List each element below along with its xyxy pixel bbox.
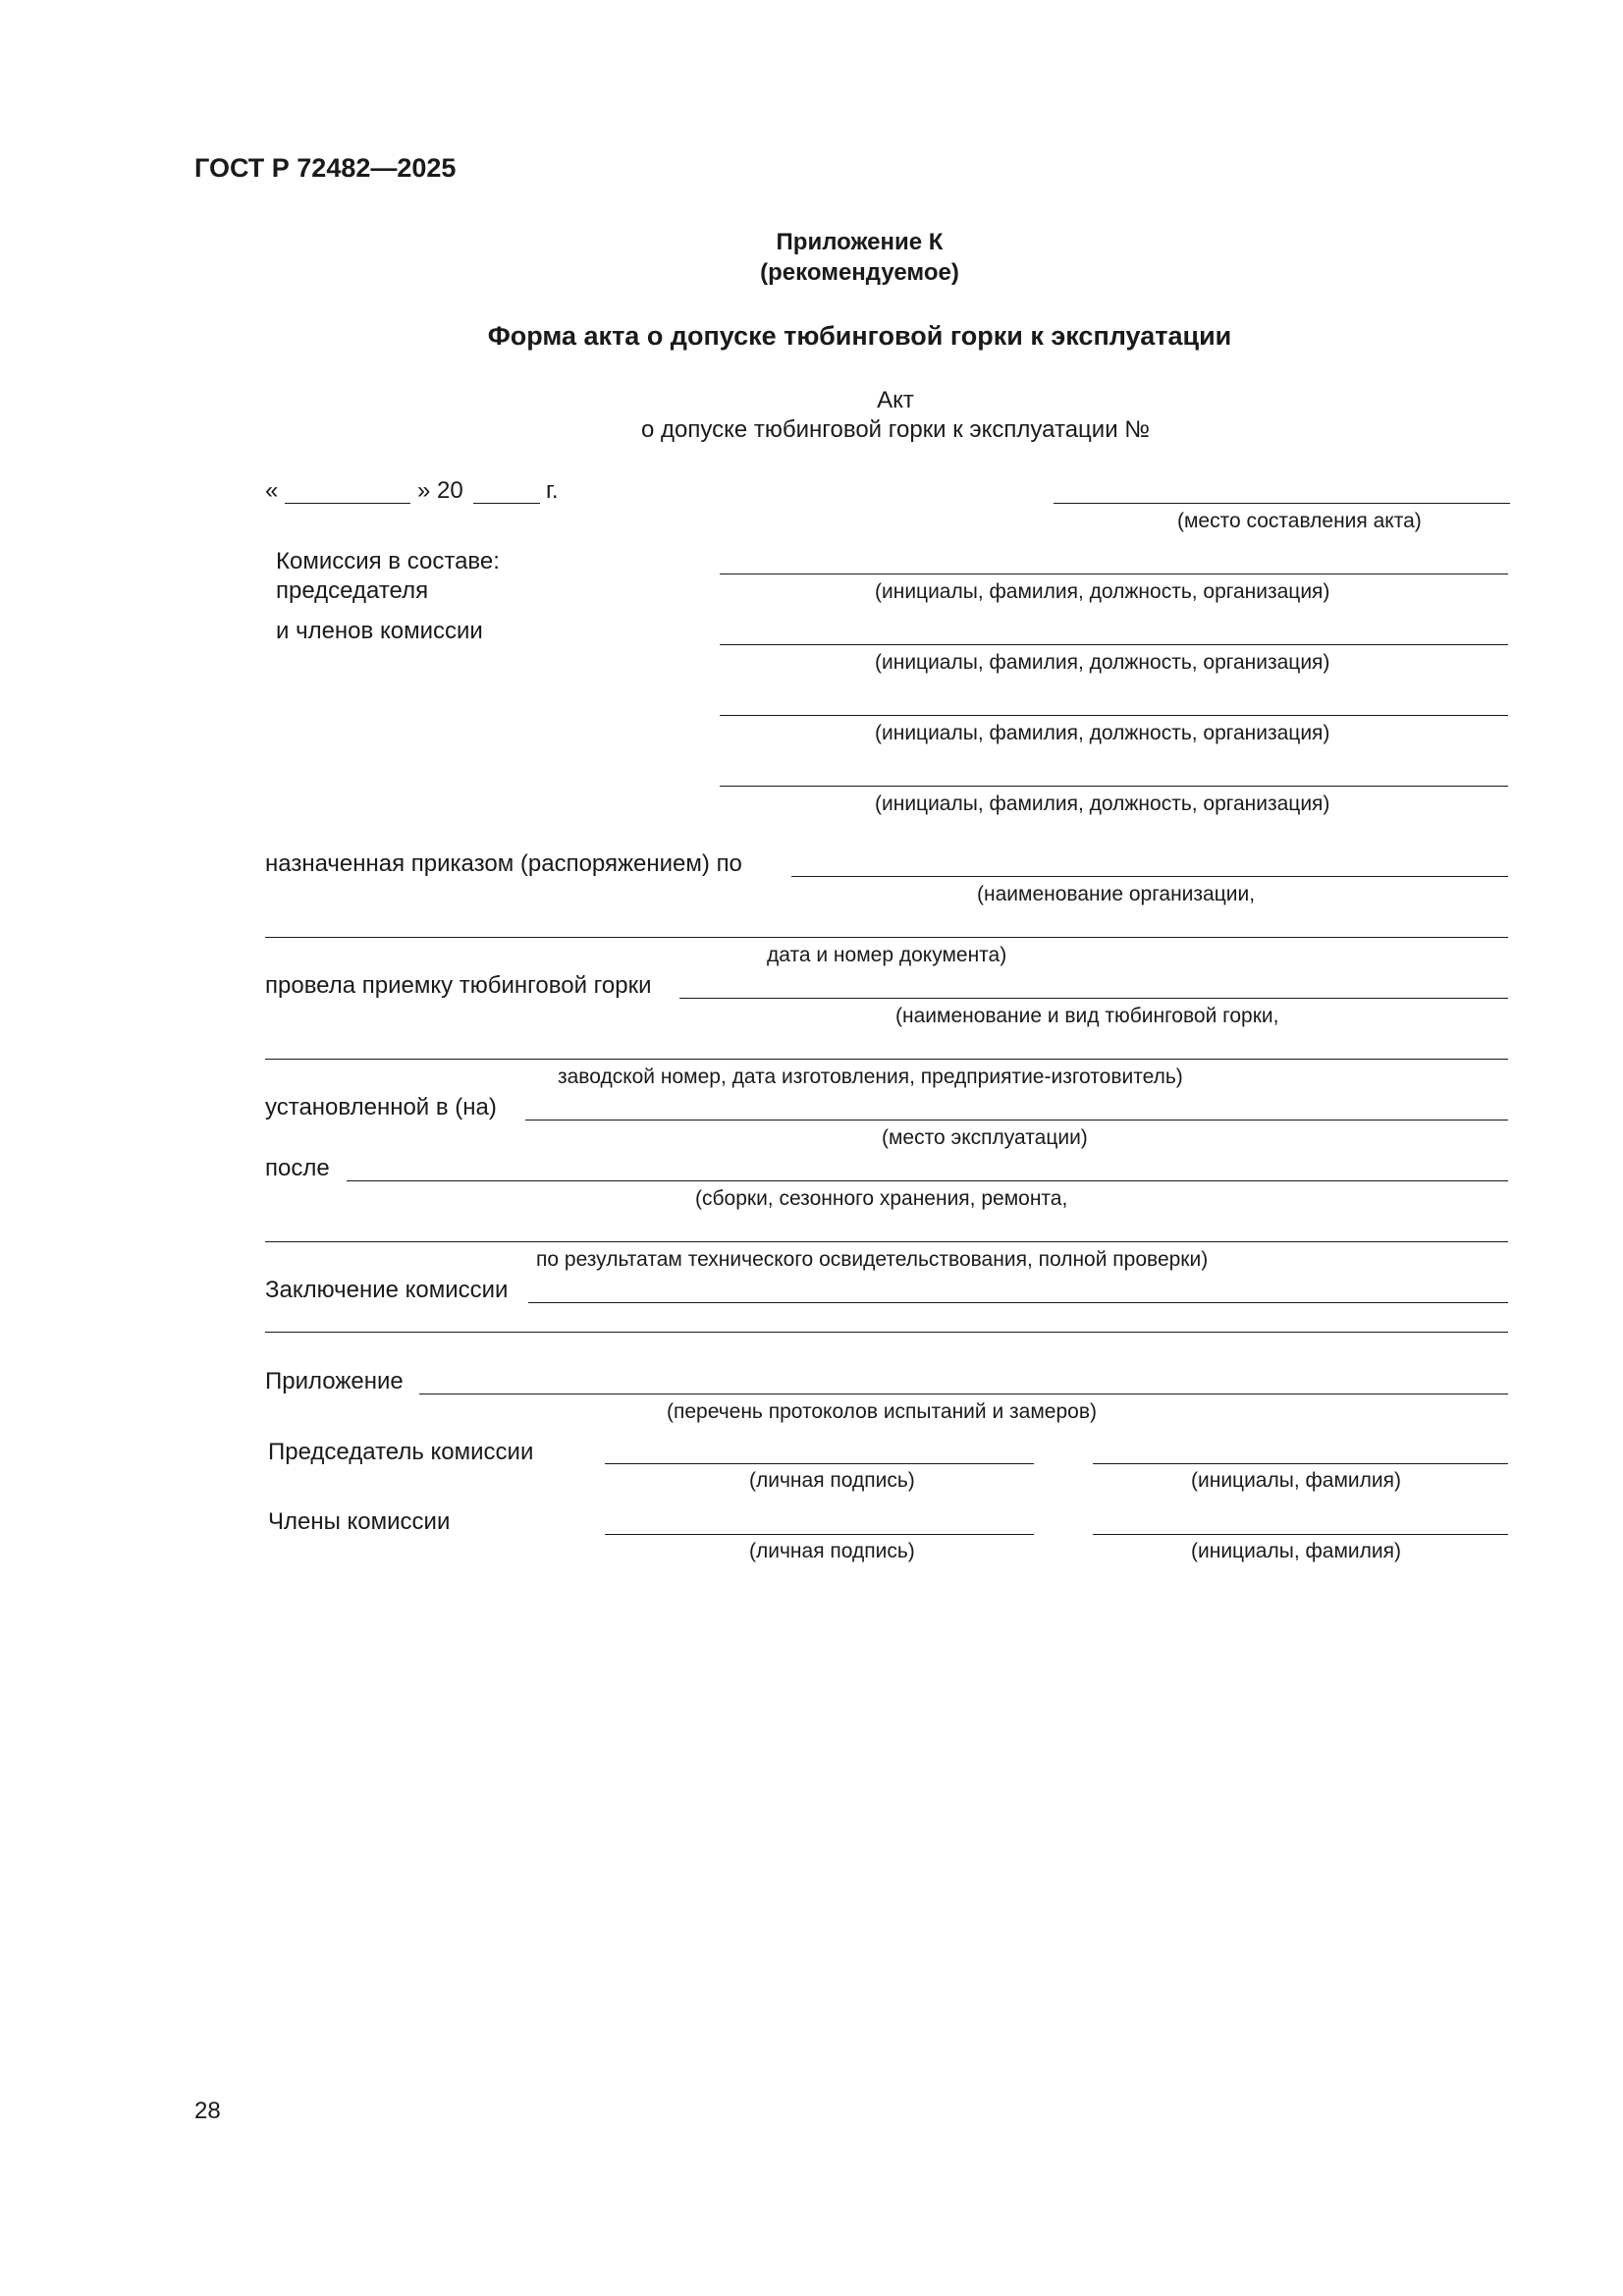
chairman-label: председателя [276, 577, 429, 604]
after-field-2[interactable] [265, 1241, 1508, 1242]
order-field[interactable] [791, 876, 1508, 877]
member-2-caption: (инициалы, фамилия, должность, организация) [875, 722, 1330, 744]
member-3-field[interactable] [720, 786, 1508, 787]
acceptance-caption-2: заводской номер, дата изготовления, предприятие-изготовитель) [558, 1066, 1183, 1088]
acceptance-field-2[interactable] [265, 1059, 1508, 1060]
page-number: 28 [194, 2098, 221, 2124]
chairman-name-field[interactable] [1093, 1463, 1508, 1464]
acceptance-caption-1: (наименование и вид тюбинговой горки, [895, 1005, 1279, 1027]
installed-field[interactable] [525, 1120, 1508, 1121]
act-title: Акт [877, 387, 914, 413]
member-2-field[interactable] [720, 715, 1508, 716]
installed-caption: (место эксплуатации) [882, 1126, 1088, 1149]
date-open-quote: « [265, 477, 279, 504]
date-day-month-field[interactable] [285, 503, 410, 504]
place-field[interactable] [1054, 503, 1510, 504]
members-signature-field[interactable] [605, 1534, 1034, 1535]
chairman-name-caption: (инициалы, фамилия) [1191, 1469, 1401, 1492]
date-close-quote-year: » 20 [417, 477, 463, 504]
members-signature-caption: (личная подпись) [749, 1540, 915, 1562]
installed-label: установленной в (на) [265, 1094, 497, 1121]
sign-chairman-label: Председатель комиссии [268, 1439, 534, 1465]
acceptance-label: провела приемку тюбинговой горки [265, 972, 652, 999]
order-caption-2: дата и номер документа) [767, 944, 1007, 966]
after-caption-1: (сборки, сезонного хранения, ремонта, [695, 1187, 1068, 1210]
members-name-caption: (инициалы, фамилия) [1191, 1540, 1401, 1562]
member-1-caption: (инициалы, фамилия, должность, организация) [875, 651, 1330, 674]
form-title: Форма акта о допуске тюбинговой горки к эксплуатации [487, 321, 1232, 351]
order-caption-1: (наименование организации, [977, 883, 1256, 905]
members-label: и членов комиссии [276, 618, 483, 644]
chairman-signature-field[interactable] [605, 1463, 1034, 1464]
conclusion-label: Заключение комиссии [265, 1277, 509, 1303]
act-subtitle: о допуске тюбинговой горки к эксплуатации № [640, 416, 1151, 443]
order-label: назначенная приказом (распоряжением) по [265, 850, 742, 877]
acceptance-field[interactable] [679, 998, 1508, 999]
appendix-title: Приложение К [776, 229, 944, 255]
after-label: после [265, 1155, 330, 1181]
member-1-field[interactable] [720, 644, 1508, 645]
date-year-field[interactable] [473, 503, 540, 504]
conclusion-field-2[interactable] [265, 1332, 1508, 1333]
after-field[interactable] [347, 1180, 1508, 1181]
sign-members-label: Члены комиссии [268, 1508, 451, 1535]
order-field-2[interactable] [265, 937, 1508, 938]
attachment-label: Приложение [265, 1368, 404, 1394]
date-year-suffix: г. [546, 477, 559, 504]
chairman-signature-caption: (личная подпись) [749, 1469, 915, 1492]
standard-number: ГОСТ Р 72482—2025 [194, 153, 457, 183]
attachment-caption: (перечень протоколов испытаний и замеров) [667, 1400, 1097, 1423]
chairman-caption: (инициалы, фамилия, должность, организация) [875, 580, 1330, 603]
appendix-status: (рекомендуемое) [760, 259, 959, 286]
member-3-caption: (инициалы, фамилия, должность, организация) [875, 793, 1330, 815]
conclusion-field[interactable] [528, 1302, 1508, 1303]
after-caption-2: по результатам технического освидетельствования, полной проверки) [536, 1248, 1209, 1271]
members-name-field[interactable] [1093, 1534, 1508, 1535]
commission-label: Комиссия в составе: [276, 548, 500, 574]
place-caption: (место составления акта) [1177, 510, 1422, 532]
